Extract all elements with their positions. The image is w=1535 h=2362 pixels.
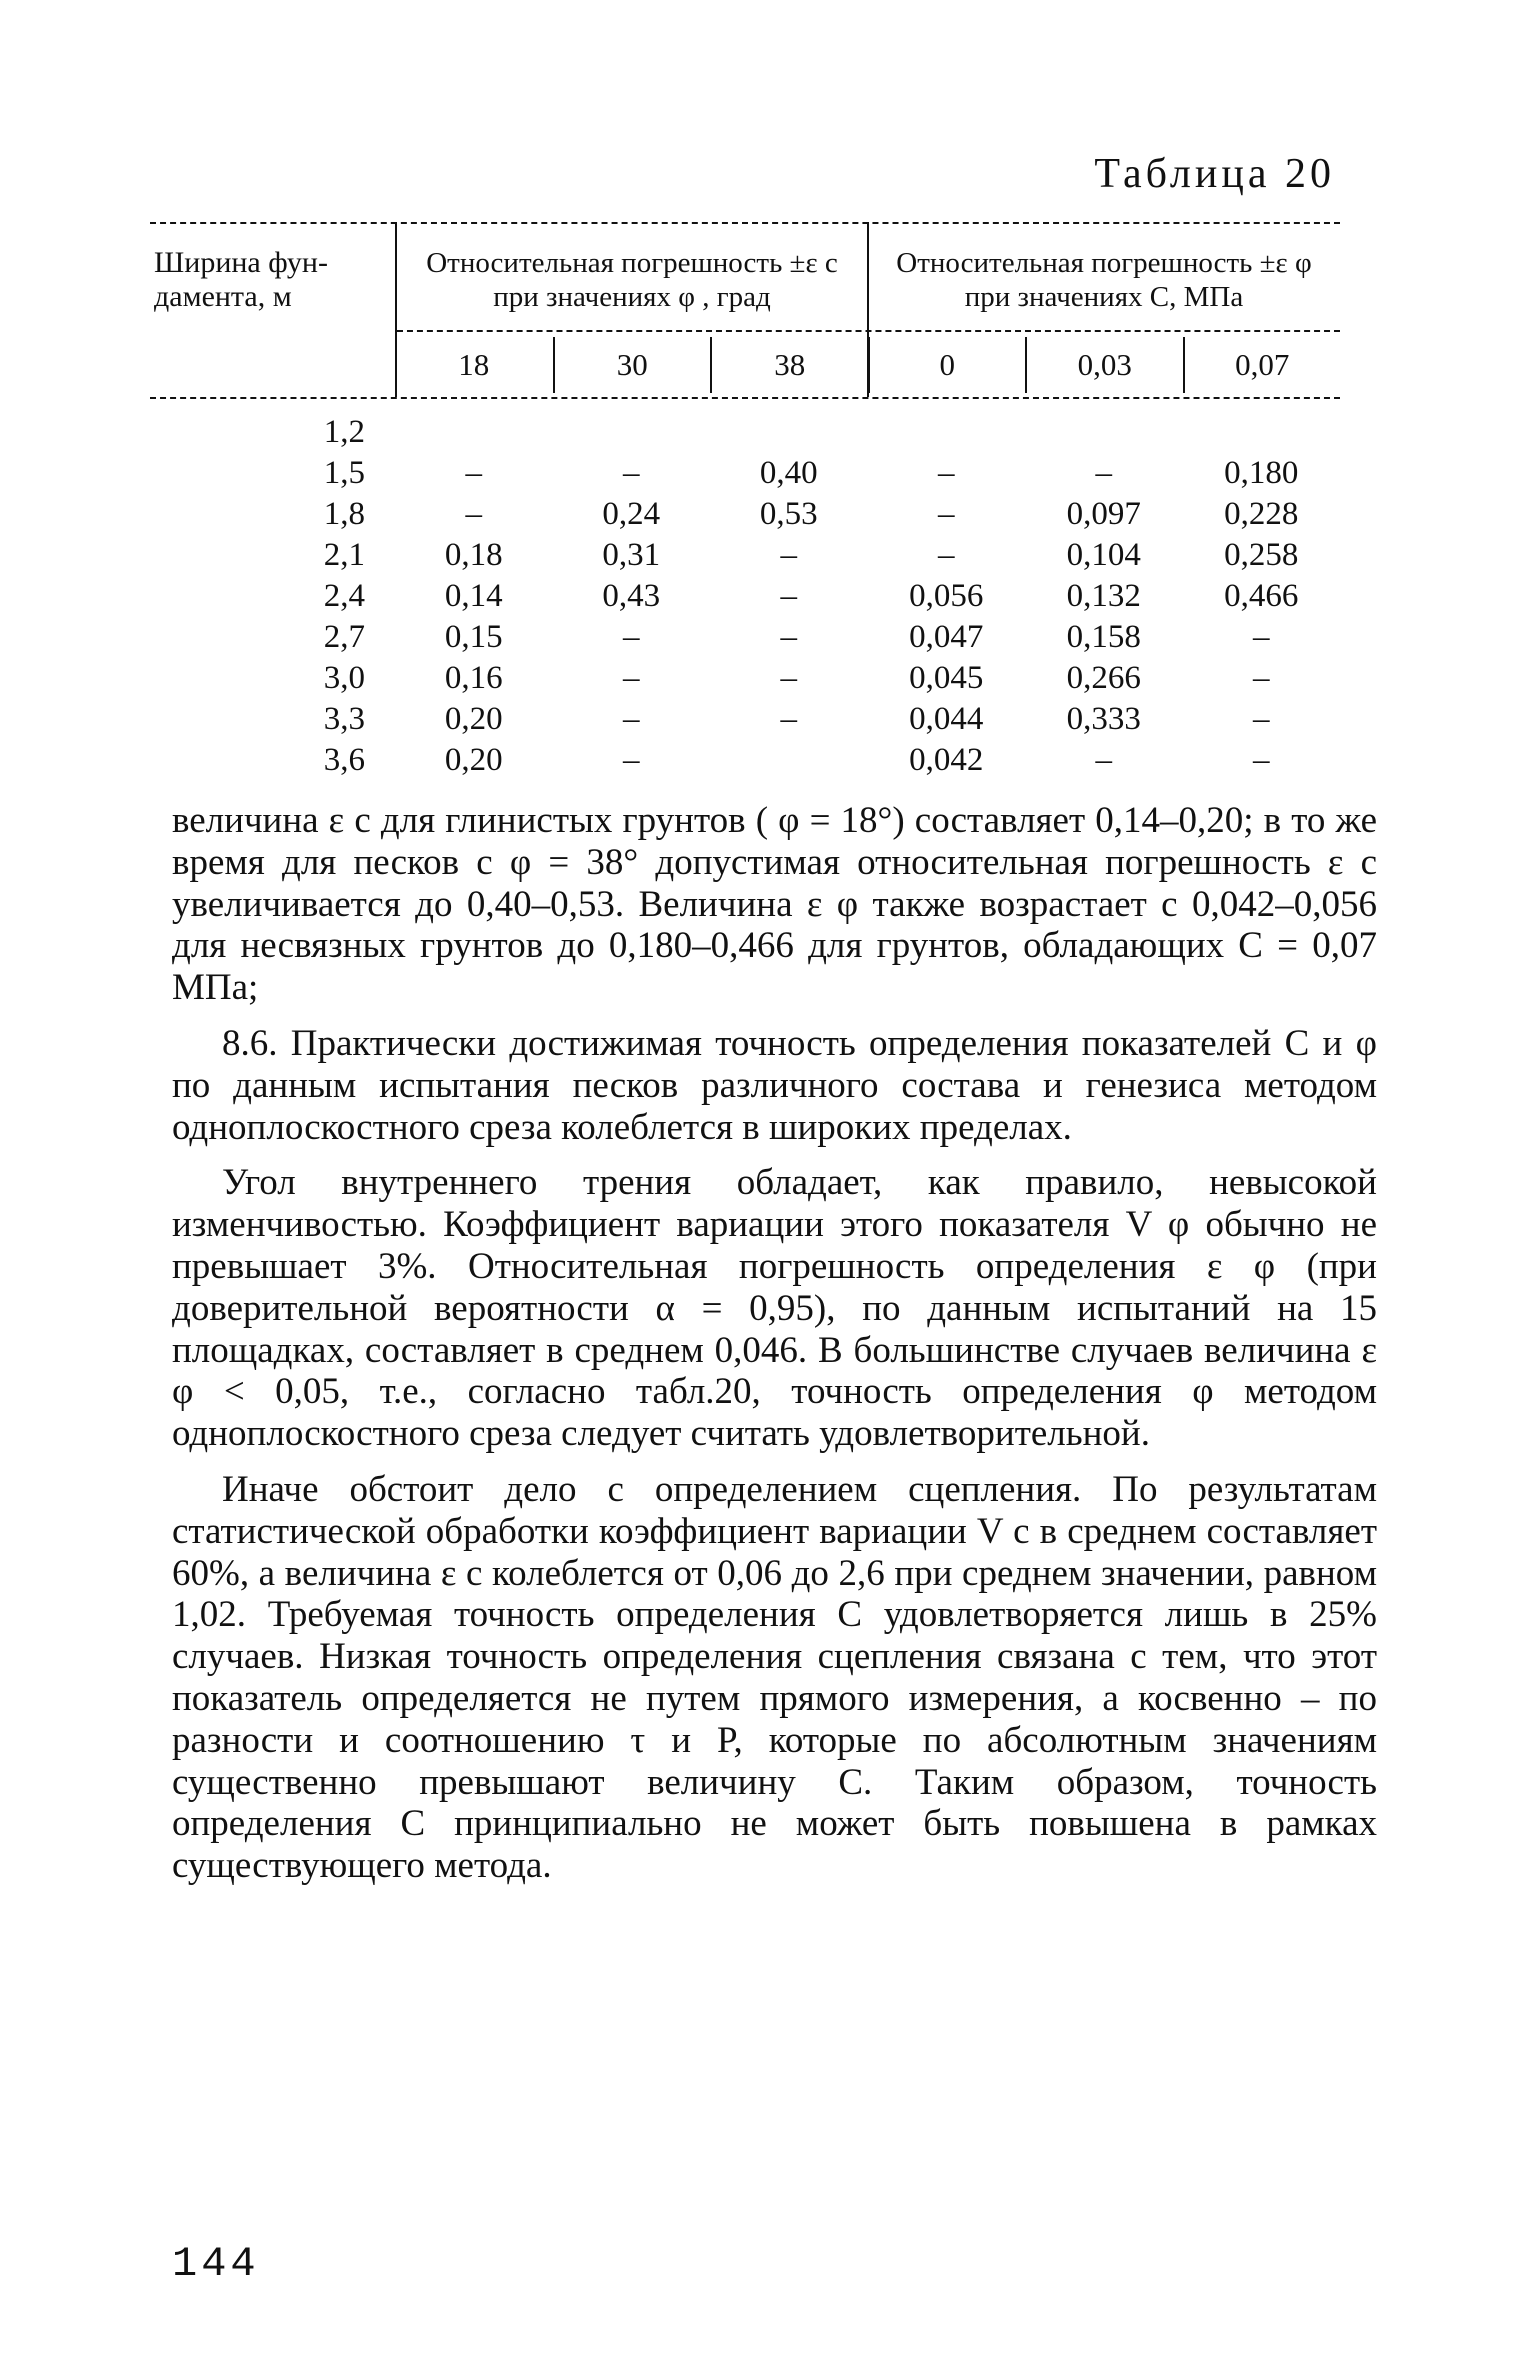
row-width-cell: 3,3 (323, 701, 365, 737)
subheader-cell: 18 (458, 347, 490, 382)
table-caption: Таблица 20 (1094, 151, 1335, 197)
paragraph: 8.6. Практически достижимая точность определения показателей C и φ по данным испытания песков различного состава и генезиса методом одноплоскостного среза колеблется в широких пределах. (172, 1022, 1377, 1148)
row-width-cell: 3,6 (323, 742, 365, 778)
table-row (150, 453, 1340, 494)
body-text (172, 800, 1377, 1901)
paragraph: Угол внутреннего трения обладает, как правило, невысокой изменчивостью. Коэффициент вариации этого показателя V φ обычно не превышает 3%. Относительная погрешность определения ε φ (при доверительной вероятности α = 0,95), по данным испытаний на 15 площадках, составляет в среднем 0,046. В большинстве случаев величина ε φ < 0,05, т.е., согласно табл.20, точность определения φ методом одноплоскостного среза следует считать удовлетворительной. (172, 1162, 1377, 1455)
table-cell: – (938, 496, 955, 532)
table-cell: – (623, 742, 640, 778)
table-cell: – (780, 537, 797, 573)
table-cell: 0,20 (444, 742, 503, 778)
table-cell: 0,228 (1224, 496, 1299, 532)
table-cell: 0,042 (909, 742, 984, 778)
table-cell: 0,31 (602, 537, 661, 573)
table-cell: 0,132 (1066, 578, 1141, 614)
table-cell: – (1253, 619, 1270, 655)
table-cell: 0,18 (444, 537, 503, 573)
table-cell: 0,158 (1066, 619, 1141, 655)
table-row (150, 699, 1340, 740)
table-cell: 0,466 (1224, 578, 1299, 614)
header-group-friction-error: Относительная погрешность ±ε φ при значениях C, МПа (896, 247, 1312, 313)
row-width-cell: 1,2 (323, 414, 365, 450)
table-cell: – (780, 619, 797, 655)
paragraph: Иначе обстоит дело с определением сцепления. По результатам статистической обработки коэффициент вариации V с в среднем составляет 60%, а величина ε с колеблется от 0,06 до 2,6 при среднем значении, равном 1,02. Требуемая точность определения C удовлетворяется лишь в 25% случаев. Низкая точность определения сцепления связана с тем, что этот показатель определяется не путем прямого измерения, а косвенно – по разности и соотношению τ и P, которые по абсолютным значениям существенно превышают величину C. Таким образом, точность определения C принципиально не может быть повышена в рамках существующего метода. (172, 1468, 1377, 1887)
subheader-cell: 38 (710, 337, 868, 393)
table-cell: – (780, 660, 797, 696)
table-cell: 0,40 (759, 455, 818, 491)
table-cell: 0,53 (759, 496, 818, 532)
table-cell: 0,333 (1066, 701, 1141, 737)
table-cell: – (623, 455, 640, 491)
row-width-cell: 2,1 (323, 537, 365, 573)
table-cell: 0,044 (909, 701, 984, 737)
row-width-cell: 2,4 (323, 578, 365, 614)
table-cell: 0,14 (444, 578, 503, 614)
table-cell: – (465, 455, 482, 491)
header-group-cohesion-error: Относительная погрешность ±ε с при значениях φ , град (426, 247, 838, 313)
table-row (150, 617, 1340, 658)
table-cell: – (1253, 701, 1270, 737)
row-width-cell: 3,0 (323, 660, 365, 696)
table-row (150, 658, 1340, 699)
table-row (150, 535, 1340, 576)
table-cell: 0,097 (1066, 496, 1141, 532)
table-cell: – (780, 701, 797, 737)
table-cell: 0,104 (1066, 537, 1141, 573)
table-cell: – (938, 537, 955, 573)
table-cell: – (1253, 742, 1270, 778)
data-table-body (150, 412, 1340, 781)
subheader-cell: 0 (868, 337, 1026, 393)
table-row (150, 740, 1340, 781)
header-width: Ширина фун- дамента, м (154, 246, 328, 313)
row-width-cell: 1,5 (323, 455, 365, 491)
table-cell: – (1095, 742, 1112, 778)
table-cell: 0,16 (444, 660, 503, 696)
table-cell: 0,15 (444, 619, 503, 655)
table-cell: 0,24 (602, 496, 661, 532)
table-cell: – (1095, 455, 1112, 491)
table-cell: – (623, 619, 640, 655)
table-cell: 0,20 (444, 701, 503, 737)
table-cell: – (623, 701, 640, 737)
table-cell: – (465, 496, 482, 532)
table-cell: 0,258 (1224, 537, 1299, 573)
row-width-cell: 1,8 (323, 496, 365, 532)
table-cell: 0,056 (909, 578, 984, 614)
table-cell: 0,266 (1066, 660, 1141, 696)
table-cell: – (623, 660, 640, 696)
table-cell: – (938, 455, 955, 491)
table-cell: – (1253, 660, 1270, 696)
subheader-cell: 0,03 (1025, 337, 1183, 393)
page-number: 144 (172, 2240, 260, 2288)
table-cell: – (780, 578, 797, 614)
table-row (150, 494, 1340, 535)
table-cell: 0,180 (1224, 455, 1299, 491)
subheader-cell: 30 (553, 337, 711, 393)
table-cell: 0,43 (602, 578, 661, 614)
paragraph: величина ε с для глинистых грунтов ( φ = 18°) составляет 0,14–0,20; в то же время для песков с φ = 38° допустимая относительная погрешность ε с увеличивается до 0,40–0,53. Величина ε φ также возрастает с 0,042–0,056 для несвязных грунтов до 0,180–0,466 для грунтов, обладающих C = 0,07 МПа; (172, 800, 1377, 1009)
subheader-cell: 0,07 (1183, 337, 1341, 393)
row-width-cell: 2,7 (323, 619, 365, 655)
table-cell: 0,045 (909, 660, 984, 696)
table-cell: 0,047 (909, 619, 984, 655)
table-row (150, 576, 1340, 617)
table-row (150, 412, 1340, 453)
